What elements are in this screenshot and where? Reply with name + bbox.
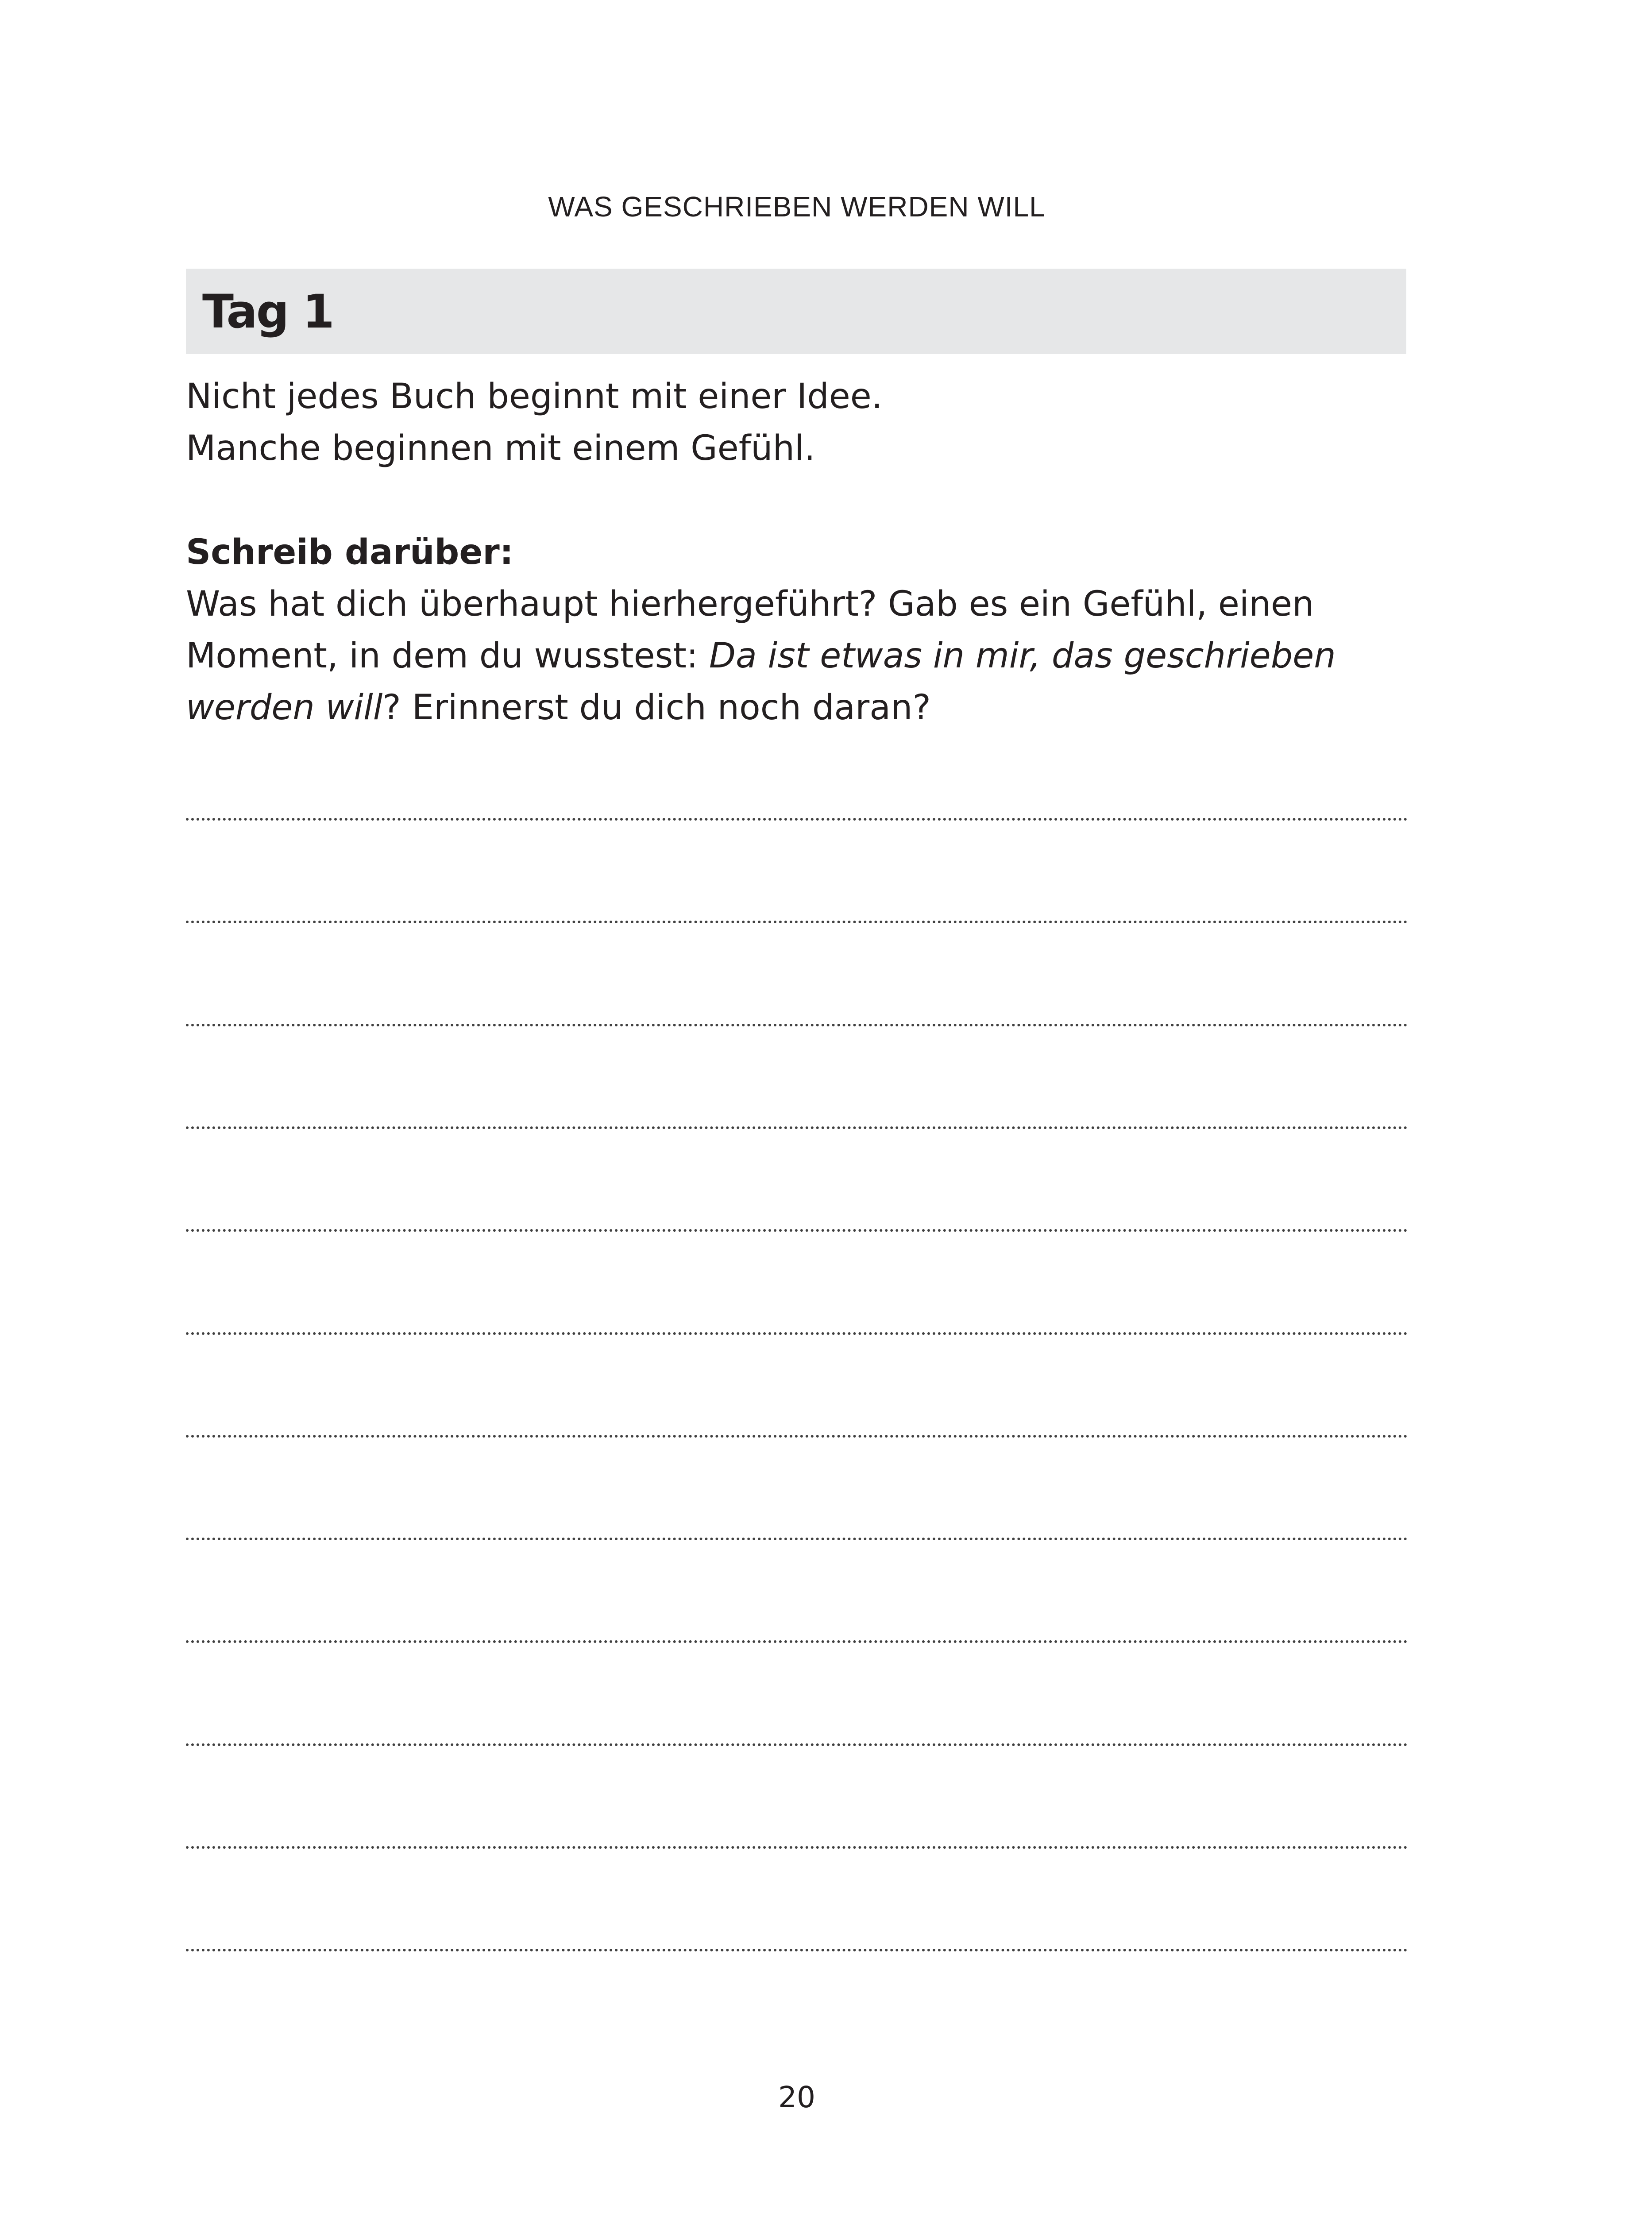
section-title: Tag 1 (202, 284, 333, 339)
writing-line (186, 818, 1408, 821)
page-number: 20 (778, 2080, 815, 2114)
writing-line (186, 1846, 1408, 1849)
writing-line (186, 1024, 1408, 1026)
prompt-line-2-emphasis: Da ist etwas in mir, das geschrieben (709, 636, 1336, 676)
writing-line (186, 1949, 1408, 1951)
writing-line (186, 1640, 1408, 1643)
writing-line (186, 1229, 1408, 1232)
prompt-line-1: Was hat dich überhaupt hierhergeführt? Gab es ein Gefühl, einen (186, 584, 1314, 624)
writing-line (186, 1126, 1408, 1129)
prompt-line-3-text: ? Erinnerst du dich noch daran? (382, 688, 931, 728)
intro-line-1: Nicht jedes Buch beginnt mit einer Idee. (186, 377, 883, 416)
writing-line (186, 1743, 1408, 1746)
prompt-line-2-text: Moment, in dem du wusstest: (186, 636, 709, 676)
prompt-heading: Schreib darüber: (186, 532, 513, 572)
running-header: WAS GESCHRIEBEN WERDEN WILL (548, 191, 1046, 223)
intro-line-2: Manche beginnen mit einem Gefühl. (186, 428, 815, 468)
writing-line (186, 1538, 1408, 1540)
prompt-line-3-emphasis: werden will (186, 688, 383, 728)
writing-line (186, 1332, 1408, 1335)
writing-line (186, 921, 1408, 923)
writing-area[interactable] (186, 0, 1408, 2213)
writing-line (186, 1435, 1408, 1438)
